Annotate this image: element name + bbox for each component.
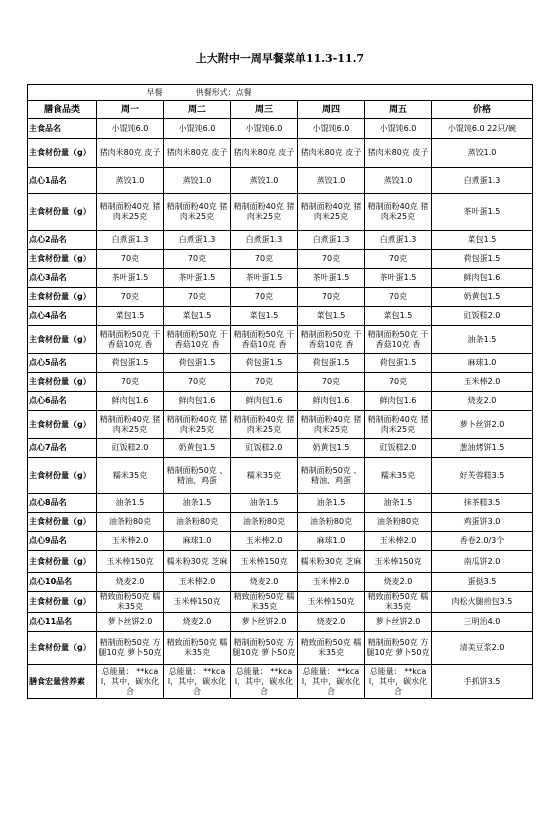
day-cell: 油条1.5 [164, 494, 231, 513]
day-cell: 菜包1.5 [231, 307, 298, 326]
row-label: 主食材份量（g） [28, 373, 97, 392]
day-cell: 精制面粉50克 、精油、鸡蛋 [298, 458, 365, 494]
row-label: 主食材份量（g） [28, 458, 97, 494]
table-row [28, 592, 533, 613]
table-row [28, 665, 533, 699]
price-cell: 肉松火腿煎包3.5 [432, 592, 533, 613]
table-row [28, 119, 533, 139]
day-cell: 精制面粉50克 干 香菇10克 香 [164, 326, 231, 354]
table-row [28, 354, 533, 373]
row-label: 主食材份量（g） [28, 326, 97, 354]
day-cell: 糯米粉30克 芝麻 [164, 551, 231, 573]
day-cell: 糯米35克 [97, 458, 164, 494]
day-cell: 总能量： **kcal，其中，碳水化合 [97, 665, 164, 699]
day-cell: 鲜肉包1.6 [365, 392, 432, 411]
day-cell: 70克 [97, 288, 164, 307]
day-cell: 精制面粉40克 猪肉米25克 [97, 194, 164, 231]
price-cell: 奶黄包1.5 [432, 288, 533, 307]
day-cell: 玉米棒150克 [365, 551, 432, 573]
table-row [28, 613, 533, 632]
day-cell: 茶叶蛋1.5 [164, 269, 231, 288]
price-cell: 鲜肉包1.6 [432, 269, 533, 288]
day-cell: 精致面粉50克 糯米35克 [231, 592, 298, 613]
price-cell: 清美豆浆2.0 [432, 632, 533, 665]
day-cell: 茶叶蛋1.5 [97, 269, 164, 288]
day-cell: 油条1.5 [97, 494, 164, 513]
day-cell: 菜包1.5 [164, 307, 231, 326]
table-row [28, 194, 533, 231]
day-cell: 油条1.5 [231, 494, 298, 513]
day-cell: 白煮蛋1.3 [231, 231, 298, 250]
day-cell: 总能量： **kcal，其中，碳水化合 [231, 665, 298, 699]
price-cell: 抹茶糕3.5 [432, 494, 533, 513]
day-cell: 精制面粉50克 干 香菇10克 香 [97, 326, 164, 354]
day-cell: 精制面粉40克 猪肉米25克 [231, 411, 298, 439]
row-label: 主食材份量（g） [28, 513, 97, 532]
table-row [28, 326, 533, 354]
day-cell: 白煮蛋1.3 [97, 231, 164, 250]
table-row [28, 532, 533, 551]
table-row [28, 139, 533, 168]
price-cell: 烧麦2.0 [432, 392, 533, 411]
day-cell: 荷包蛋1.5 [365, 354, 432, 373]
row-label: 主食材份量（g） [28, 139, 97, 168]
day-cell: 总能量： **kcal，其中，碳水化合 [298, 665, 365, 699]
price-cell: 手抓饼3.5 [432, 665, 533, 699]
meal-info-row [28, 85, 533, 101]
table-row [28, 168, 533, 194]
row-label: 主食材份量（g） [28, 250, 97, 269]
day-cell: 精制面粉50克 干 香菇10克 香 [231, 326, 298, 354]
day-cell: 玉米棒2.0 [164, 573, 231, 592]
day-cell: 鲜肉包1.6 [231, 392, 298, 411]
day-cell: 油条粉80克 [231, 513, 298, 532]
row-label: 膳食宏量营养素 [28, 665, 97, 699]
header-row [28, 101, 533, 119]
table-row [28, 231, 533, 250]
table-row [28, 288, 533, 307]
day-cell: 精制面粉50克 干 香菇10克 香 [298, 326, 365, 354]
day-cell: 油条粉80克 [365, 513, 432, 532]
day-cell: 萝卜丝饼2.0 [365, 613, 432, 632]
price-cell: 油条1.5 [432, 326, 533, 354]
day-cell: 70克 [298, 250, 365, 269]
price-cell: 萝卜丝饼2.0 [432, 411, 533, 439]
day-cell: 蒸饺1.0 [97, 168, 164, 194]
day-cell: 精制面粉40克 猪肉米25克 [365, 411, 432, 439]
day-cell: 油条1.5 [298, 494, 365, 513]
day-cell: 精制面粉40克 猪肉米25克 [97, 411, 164, 439]
day-cell: 玉米棒2.0 [365, 532, 432, 551]
day-cell: 烧麦2.0 [231, 573, 298, 592]
table-row [28, 411, 533, 439]
day-cell: 小馄饨6.0 [164, 119, 231, 139]
price-cell: 荷包蛋1.5 [432, 250, 533, 269]
day-cell: 精致面粉50克 糯米35克 [298, 632, 365, 665]
day-cell: 精制面粉50克 方腿10克 萝卜50克 [365, 632, 432, 665]
column-header: 周一 [97, 101, 164, 119]
day-cell: 油条粉80克 [97, 513, 164, 532]
day-cell: 总能量： **kcal，其中，碳水化合 [164, 665, 231, 699]
day-cell: 总能量： **kcal，其中，碳水化合 [365, 665, 432, 699]
day-cell: 烧麦2.0 [298, 613, 365, 632]
day-cell: 茶叶蛋1.5 [231, 269, 298, 288]
day-cell: 玉米棒2.0 [231, 532, 298, 551]
day-cell: 玉米棒150克 [298, 592, 365, 613]
row-label: 点心8品名 [28, 494, 97, 513]
day-cell: 精致面粉50克 糯米35克 [97, 592, 164, 613]
day-cell: 70克 [164, 373, 231, 392]
day-cell: 精制面粉40克 猪肉米25克 [298, 194, 365, 231]
price-cell: 小馄饨6.0 22只/碗 [432, 119, 533, 139]
day-cell: 糯米35克 [231, 458, 298, 494]
price-cell: 香卷2.0/3个 [432, 532, 533, 551]
column-header: 周四 [298, 101, 365, 119]
day-cell: 萝卜丝饼2.0 [231, 613, 298, 632]
day-cell: 猪肉米80克 皮子 [231, 139, 298, 168]
day-cell: 豇饭糕2.0 [365, 439, 432, 458]
day-cell: 猪肉米80克 皮子 [97, 139, 164, 168]
price-cell: 麻球1.0 [432, 354, 533, 373]
day-cell: 菜包1.5 [97, 307, 164, 326]
day-cell: 糯米35克 [365, 458, 432, 494]
day-cell: 70克 [298, 373, 365, 392]
day-cell: 70克 [231, 288, 298, 307]
day-cell: 玉米棒150克 [164, 592, 231, 613]
day-cell: 玉米棒150克 [97, 551, 164, 573]
price-cell: 茶叶蛋1.5 [432, 194, 533, 231]
table-row [28, 551, 533, 573]
table-row [28, 494, 533, 513]
day-cell: 荷包蛋1.5 [231, 354, 298, 373]
table-row [28, 307, 533, 326]
column-header: 周五 [365, 101, 432, 119]
day-cell: 小馄饨6.0 [365, 119, 432, 139]
day-cell: 玉米棒2.0 [298, 573, 365, 592]
day-cell: 玉米棒2.0 [97, 532, 164, 551]
table-row [28, 250, 533, 269]
day-cell: 鲜肉包1.6 [97, 392, 164, 411]
day-cell: 菜包1.5 [365, 307, 432, 326]
day-cell: 油条粉80克 [298, 513, 365, 532]
day-cell: 麻球1.0 [164, 532, 231, 551]
day-cell: 70克 [164, 250, 231, 269]
row-label: 主食材份量（g） [28, 632, 97, 665]
day-cell: 蒸饺1.0 [298, 168, 365, 194]
day-cell: 白煮蛋1.3 [164, 231, 231, 250]
row-label: 主食品名 [28, 119, 97, 139]
day-cell: 70克 [231, 250, 298, 269]
price-cell: 好芙蓉糕3.5 [432, 458, 533, 494]
row-label: 点心7品名 [28, 439, 97, 458]
day-cell: 70克 [97, 250, 164, 269]
day-cell: 荷包蛋1.5 [164, 354, 231, 373]
day-cell: 精制面粉40克 猪肉米25克 [164, 411, 231, 439]
row-label: 点心9品名 [28, 532, 97, 551]
day-cell: 糯米粉30克 芝麻 [298, 551, 365, 573]
day-cell: 精制面粉50克 、精油、鸡蛋 [164, 458, 231, 494]
day-cell: 精制面粉40克 猪肉米25克 [164, 194, 231, 231]
day-cell: 猪肉米80克 皮子 [164, 139, 231, 168]
day-cell: 小馄饨6.0 [298, 119, 365, 139]
price-cell: 三明治4.0 [432, 613, 533, 632]
day-cell: 麻球1.0 [298, 532, 365, 551]
day-cell: 烧麦2.0 [365, 573, 432, 592]
day-cell: 豇饭糕2.0 [231, 439, 298, 458]
day-cell: 玉米棒150克 [231, 551, 298, 573]
day-cell: 奶黄包1.5 [164, 439, 231, 458]
day-cell: 白煮蛋1.3 [298, 231, 365, 250]
row-label: 点心6品名 [28, 392, 97, 411]
price-cell: 蒸饺1.0 [432, 139, 533, 168]
table-row [28, 513, 533, 532]
row-label: 点心11品名 [28, 613, 97, 632]
day-cell: 油条粉80克 [164, 513, 231, 532]
day-cell: 萝卜丝饼2.0 [97, 613, 164, 632]
column-header: 膳食品类 [28, 101, 97, 119]
day-cell: 荷包蛋1.5 [97, 354, 164, 373]
day-cell: 奶黄包1.5 [298, 439, 365, 458]
table-row [28, 269, 533, 288]
price-cell: 葱油烤饼1.5 [432, 439, 533, 458]
column-header: 价格 [432, 101, 533, 119]
meal-type: 早餐 [146, 87, 163, 97]
price-cell: 鸡蛋饼3.0 [432, 513, 533, 532]
table-row [28, 439, 533, 458]
table-row [28, 458, 533, 494]
service-form: 供餐形式：点餐 [195, 87, 252, 97]
day-cell: 精制面粉40克 猪肉米25克 [298, 411, 365, 439]
day-cell: 猪肉米80克 皮子 [365, 139, 432, 168]
price-cell: 玉米棒2.0 [432, 373, 533, 392]
day-cell: 精制面粉40克 猪肉米25克 [231, 194, 298, 231]
table-row [28, 392, 533, 411]
day-cell: 70克 [231, 373, 298, 392]
row-label: 点心1品名 [28, 168, 97, 194]
day-cell: 油条1.5 [365, 494, 432, 513]
row-label: 点心4品名 [28, 307, 97, 326]
day-cell: 烧麦2.0 [164, 613, 231, 632]
day-cell: 精制面粉50克 方腿10克 萝卜50克 [231, 632, 298, 665]
day-cell: 蒸饺1.0 [164, 168, 231, 194]
day-cell: 精制面粉50克 方腿10克 萝卜50克 [97, 632, 164, 665]
row-label: 主食材份量（g） [28, 592, 97, 613]
table-row [28, 632, 533, 665]
day-cell: 小馄饨6.0 [231, 119, 298, 139]
price-cell: 蛋挞3.5 [432, 573, 533, 592]
menu-table [27, 84, 533, 699]
day-cell: 烧麦2.0 [97, 573, 164, 592]
day-cell: 猪肉米80克 皮子 [298, 139, 365, 168]
day-cell: 茶叶蛋1.5 [365, 269, 432, 288]
day-cell: 菜包1.5 [298, 307, 365, 326]
day-cell: 70克 [164, 288, 231, 307]
day-cell: 豇饭糕2.0 [97, 439, 164, 458]
row-label: 点心10品名 [28, 573, 97, 592]
day-cell: 鲜肉包1.6 [298, 392, 365, 411]
day-cell: 蒸饺1.0 [231, 168, 298, 194]
row-label: 点心2品名 [28, 231, 97, 250]
column-header: 周三 [231, 101, 298, 119]
row-label: 主食材份量（g） [28, 411, 97, 439]
row-label: 点心3品名 [28, 269, 97, 288]
day-cell: 70克 [298, 288, 365, 307]
day-cell: 精致面粉50克 糯米35克 [365, 592, 432, 613]
price-cell: 南瓜饼2.0 [432, 551, 533, 573]
price-cell: 豇饭糕2.0 [432, 307, 533, 326]
day-cell: 小馄饨6.0 [97, 119, 164, 139]
day-cell: 精制面粉40克 猪肉米25克 [365, 194, 432, 231]
day-cell: 荷包蛋1.5 [298, 354, 365, 373]
day-cell: 70克 [365, 373, 432, 392]
day-cell: 70克 [97, 373, 164, 392]
row-label: 主食材份量（g） [28, 194, 97, 231]
price-cell: 白煮蛋1.3 [432, 168, 533, 194]
day-cell: 70克 [365, 250, 432, 269]
row-label: 主食材份量（g） [28, 288, 97, 307]
day-cell: 白煮蛋1.3 [365, 231, 432, 250]
day-cell: 精致面粉50克 糯米35克 [164, 632, 231, 665]
day-cell: 精制面粉50克 干 香菇10克 香 [365, 326, 432, 354]
table-row [28, 573, 533, 592]
day-cell: 茶叶蛋1.5 [298, 269, 365, 288]
row-label: 主食材份量（g） [28, 551, 97, 573]
page-title: 上大附中一周早餐菜单11.3-11.7 [195, 52, 365, 65]
day-cell: 蒸饺1.0 [365, 168, 432, 194]
row-label: 点心5品名 [28, 354, 97, 373]
column-header: 周二 [164, 101, 231, 119]
table-row [28, 373, 533, 392]
day-cell: 70克 [365, 288, 432, 307]
price-cell: 菜包1.5 [432, 231, 533, 250]
day-cell: 鲜肉包1.6 [164, 392, 231, 411]
